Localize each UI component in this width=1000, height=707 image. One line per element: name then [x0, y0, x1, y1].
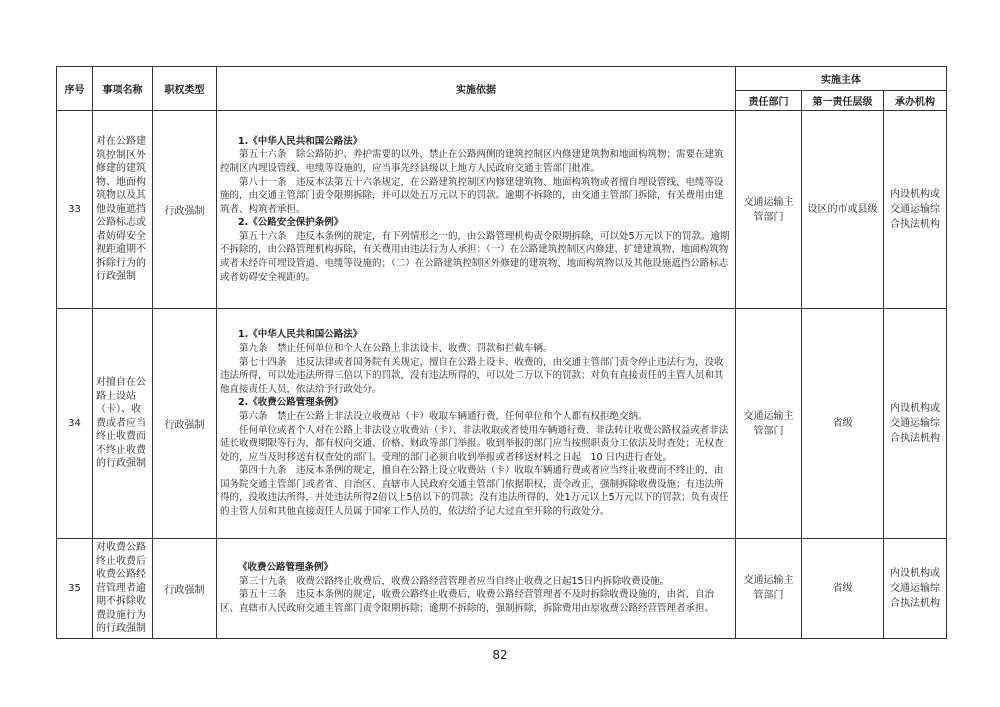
law-title: 2.《公路安全保护条例》 — [238, 217, 344, 229]
handling-org: 内设机构或交通运输综合执法机构 — [884, 111, 947, 309]
item-name: 对收费公路终止收费后收费公路经营管理者逾期不拆除收费设施行为的行政强制 — [93, 539, 153, 639]
header-type: 职权类型 — [153, 67, 217, 111]
law-paragraph: 第三十九条 收费公路终止收费后，收费公路经营管理者应当自终止收费之日起15日内拆除收费设施。 — [239, 575, 670, 587]
law-paragraph: 第六条 禁止在公路上非法设立收费站（卡）收取车辆通行费，任何单位和个人都有权拒绝交纳。 — [239, 410, 648, 422]
law-paragraph: 第五十六条 违反本条例的规定，有下列情形之一的，由公路管理机构责令限期拆除，可以处5万元以下的罚款。逾期不拆除的，由公路管理机构拆除，有关费用由违法行为人承担：（一）在公路建筑控制区内修建、扩建建筑物、地面构筑物或者未经许可埋设管道、电缆等设施的；（二）在公路建筑控制区外修建的建筑物、地面构筑物以及其他设施遮挡公路标志或者妨碍安全视距的。 — [220, 230, 730, 283]
header-name: 事项名称 — [93, 67, 153, 111]
responsible-dept: 交通运输主管部门 — [736, 111, 802, 309]
header-no: 序号 — [57, 67, 93, 111]
handling-org: 内设机构或交通运输综合执法机构 — [884, 309, 947, 539]
responsible-level: 省级 — [802, 309, 884, 539]
responsible-dept: 交通运输主管部门 — [736, 309, 802, 539]
page-number: 82 — [492, 648, 508, 662]
row-number: 35 — [57, 539, 93, 639]
responsible-level: 省级 — [802, 539, 884, 639]
table-row — [57, 111, 947, 309]
header-basis: 实施依据 — [217, 67, 736, 111]
row-number: 34 — [57, 309, 93, 539]
law-paragraph: 第九条 禁止任何单位和个人在公路上非法设卡、收费、罚款和拦截车辆。 — [239, 342, 553, 354]
legal-basis — [217, 111, 736, 309]
table-row — [57, 309, 947, 539]
law-paragraph: 任何单位或者个人对在公路上非法设立收费站（卡）、非法收取或者使用车辆通行费、非法转让收费公路权益或者非法延长收费期限等行为，都有权向交通、价格、财政等部门举报。收到举报的部门应当按照职责分工依法及时查处；无权查处的，应当及时移送有权查处的部门。受理的部门必须自收到举报或者移送材料之日起 10 日内进行查处。 — [220, 424, 729, 463]
enforcement-table — [56, 66, 947, 639]
item-name: 对在公路建筑控制区外修建的建筑物、地面构筑物以及其他设施遮挡公路标志或者妨碍安全视距逾期不拆除行为的行政强制 — [93, 111, 153, 309]
handling-org: 内设机构或交通运输综合执法机构 — [884, 539, 947, 639]
law-title: 1.《中华人民共和国公路法》 — [238, 135, 363, 147]
responsible-level: 设区的市或县级 — [802, 111, 884, 309]
law-paragraph: 第七十四条 违反法律或者国务院有关规定，擅自在公路上设卡、收费的，由交通主管部门责令停止违法行为，没收违法所得，可以处违法所得三倍以下的罚款，没有违法所得的，可以处二万以下的罚款；对负有直接责任的主管人员和其他直接责任人员，依法给予行政处分。 — [220, 356, 724, 395]
authority-type: 行政强制 — [153, 539, 217, 639]
row-number: 33 — [57, 111, 93, 309]
authority-type: 行政强制 — [153, 309, 217, 539]
header-subject: 实施主体 — [736, 67, 947, 91]
law-paragraph: 第五十六条 除公路防护、养护需要的以外，禁止在公路两侧的建筑控制区内修建建筑物和地面构筑物；需要在建筑控制区内埋设管线、电缆等设施的，应当事先经县级以上地方人民政府交通主管部门批准。 — [220, 149, 724, 174]
item-name: 对擅自在公路上设站（卡）、收费或者应当终止收费而不终止收费的行政强制 — [93, 309, 153, 539]
header-level: 第一责任层级 — [802, 91, 884, 111]
responsible-dept: 交通运输主管部门 — [736, 539, 802, 639]
law-paragraph: 第四十九条 违反本条例的规定，擅自在公路上设立收费站（卡）收取车辆通行费或者应当终止收费而不终止的，由国务院交通主管部门或者省、自治区、直辖市人民政府交通主管部门依据职权，责令改正，强制拆除收费设施；有违法所得的，没收违法所得，并处违法所得2倍以上5倍以下的罚款；没有违法所得的，处1万元以上5万元以下的罚款；负有责任的主管人员和其他直接责任人员属于国家工作人员的，依法给予记大过直至开除的行政处分。 — [220, 465, 729, 518]
header-org: 承办机构 — [884, 91, 947, 111]
law-title: 1.《中华人民共和国公路法》 — [238, 329, 363, 341]
authority-type: 行政强制 — [153, 111, 217, 309]
legal-basis — [217, 539, 736, 639]
law-paragraph: 第五十三条 违反本条例的规定，收费公路终止收费后，收费公路经营管理者不及时拆除收费设施的，由省、自治区、直辖市人民政府交通主管部门责令限期拆除；逾期不拆除的，强制拆除，拆除费用由原收费公路经营管理者承担。 — [220, 589, 715, 614]
table-row — [57, 539, 947, 639]
law-paragraph: 第八十一条 违反本法第五十六条规定，在公路建筑控制区内修建建筑物、地面构筑物或者擅自埋设管线、电缆等设施的，由交通主管部门责令限期拆除，并可以处五万元以下的罚款。逾期不拆除的，由交通主管部门拆除，有关费用由建筑者、构筑者承担。 — [220, 176, 724, 215]
legal-basis — [217, 309, 736, 539]
header-dept: 责任部门 — [736, 91, 802, 111]
law-title: 《收费公路管理条例》 — [238, 562, 334, 574]
law-title: 2.《收费公路管理条例》 — [238, 397, 344, 409]
